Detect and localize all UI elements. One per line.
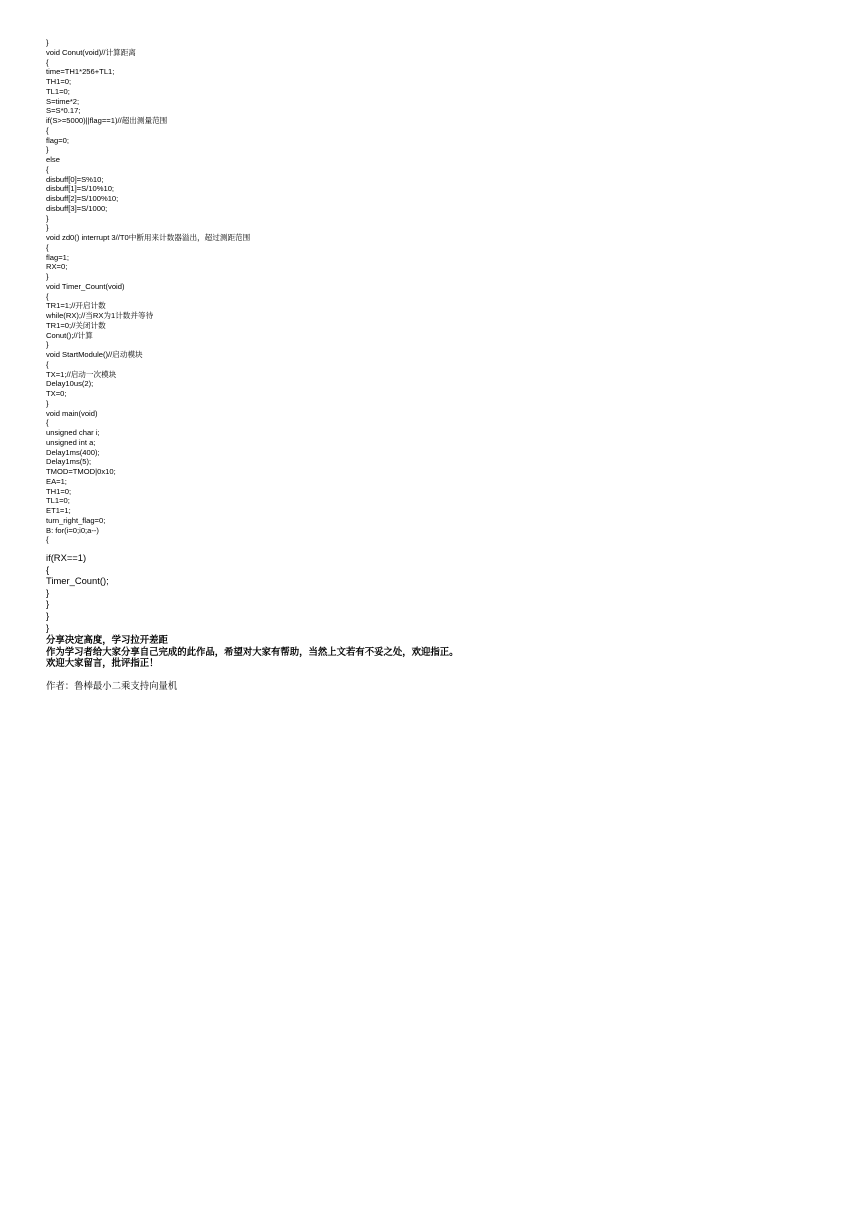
code-line: } bbox=[46, 398, 49, 408]
code-line: EA=1; bbox=[46, 476, 67, 486]
code-line: S=S*0.17; bbox=[46, 106, 81, 116]
code-line: } bbox=[46, 272, 49, 281]
code-line: { bbox=[46, 125, 49, 135]
code-line: flag=1; bbox=[46, 252, 70, 262]
code-line: Delay1ms(5); bbox=[46, 457, 92, 467]
code-line: else bbox=[46, 155, 60, 164]
footer-invitation: 欢迎大家留言，批评指正！ bbox=[46, 656, 159, 668]
code-line: flag=0; bbox=[46, 135, 70, 145]
code-line: B: for(i=0;i0;a--) bbox=[46, 525, 99, 535]
code-line: turn_right_flag=0; bbox=[46, 515, 106, 525]
code-line: RX=0; bbox=[46, 262, 68, 272]
code-line: disbuff[0]=S%10; bbox=[46, 174, 104, 184]
code-line: { bbox=[46, 418, 49, 428]
code-line: } bbox=[46, 598, 50, 610]
code-line: void Conut(void)//计算距离 bbox=[46, 47, 136, 57]
code-line: } bbox=[46, 38, 49, 47]
code-line: TH1=0; bbox=[46, 486, 72, 496]
code-line: while(RX);//当RX为1计数并等待 bbox=[46, 311, 154, 320]
code-line: TL1=0; bbox=[46, 496, 70, 506]
code-line: TH1=0; bbox=[46, 77, 72, 86]
code-line: } bbox=[46, 609, 50, 621]
code-line: { bbox=[46, 291, 49, 301]
code-line: Conut();//计算 bbox=[46, 330, 93, 340]
code-line: void main(void) bbox=[46, 408, 98, 418]
code-line: void zd0() interrupt 3//T0中断用来计数器溢出，超过测距范围 bbox=[46, 233, 251, 242]
code-line: { bbox=[46, 535, 49, 545]
code-line: } bbox=[46, 223, 49, 233]
code-line: } bbox=[46, 213, 49, 223]
code-line: if(RX==1) bbox=[46, 552, 87, 563]
code-line: TX=1;//启动一次模块 bbox=[46, 369, 117, 379]
code-line: { bbox=[46, 164, 49, 174]
code-line: } bbox=[46, 340, 49, 350]
code-line: } bbox=[46, 586, 50, 598]
footer-section bbox=[46, 634, 836, 692]
code-line: ET1=1; bbox=[46, 506, 71, 515]
code-line: { bbox=[46, 57, 49, 67]
code-block-small bbox=[46, 38, 836, 545]
code-line: Timer_Count(); bbox=[46, 575, 109, 587]
code-line: } bbox=[46, 145, 49, 155]
footer-description: 作为学习者给大家分享自己完成的此作品，希望对大家有帮助，当然上文若有不妥之处，欢迎指正。 bbox=[46, 645, 459, 657]
code-line: disbuff[2]=S/100%10; bbox=[46, 194, 119, 203]
code-line: disbuff[1]=S/10%10; bbox=[46, 184, 115, 194]
code-block-large bbox=[46, 552, 836, 633]
document-page bbox=[46, 38, 836, 692]
code-line: TR1=0;//关闭计数 bbox=[46, 320, 106, 330]
code-line: void StartModule()//启动模块 bbox=[46, 350, 143, 359]
footer-heading: 分享决定高度，学习拉开差距 bbox=[46, 634, 168, 646]
code-line: TL1=0; bbox=[46, 86, 70, 96]
code-line: void Timer_Count(void) bbox=[46, 281, 125, 291]
code-line: TR1=1;//开启计数 bbox=[46, 301, 106, 311]
code-line: if(S>=5000)||flag==1)//超出测量范围 bbox=[46, 116, 168, 125]
code-line: disbuff[3]=S/1000; bbox=[46, 203, 108, 213]
code-line: unsigned int a; bbox=[46, 437, 96, 447]
code-line: { bbox=[46, 359, 49, 369]
code-line: time=TH1*256+TL1; bbox=[46, 67, 115, 77]
code-line: unsigned char i; bbox=[46, 428, 100, 437]
author-line: 作者：鲁棒最小二乘支持向量机 bbox=[46, 680, 178, 692]
code-line: { bbox=[46, 563, 50, 575]
code-line: { bbox=[46, 242, 49, 252]
code-line: TX=0; bbox=[46, 389, 67, 398]
code-line: TMOD=TMOD|0x10; bbox=[46, 467, 116, 476]
code-line: S=time*2; bbox=[46, 96, 80, 106]
code-line: Delay10us(2); bbox=[46, 379, 94, 389]
code-line: } bbox=[46, 621, 50, 633]
code-line: Delay1ms(400); bbox=[46, 447, 100, 457]
